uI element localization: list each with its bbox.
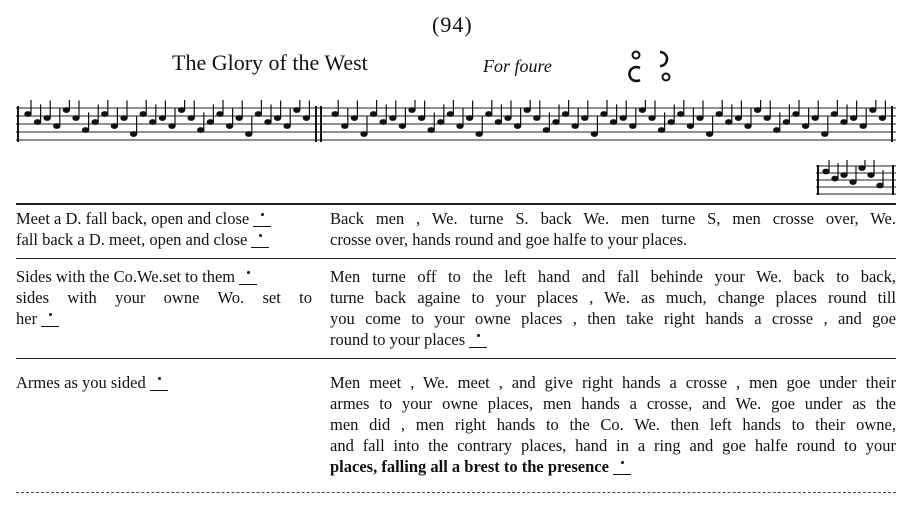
note-head — [793, 112, 799, 117]
note-head — [303, 116, 309, 121]
divider-rule — [16, 203, 896, 205]
instruction-line: Armes as you sided — [16, 373, 146, 392]
note-head — [868, 173, 874, 178]
note-head — [832, 176, 838, 181]
note-head — [859, 166, 865, 171]
note-head — [620, 116, 626, 121]
note-head — [735, 116, 741, 121]
repeat-mark-icon — [469, 334, 487, 348]
section-2-description — [330, 266, 896, 350]
note-head — [754, 108, 760, 113]
description-line: Men turne off to the left hand and fall behinde your We. back to back, — [330, 267, 896, 286]
note-head — [198, 128, 204, 133]
note-head — [850, 180, 856, 185]
repeat-mark-icon — [41, 313, 59, 327]
divider-rule — [16, 358, 896, 359]
note-head — [82, 128, 88, 133]
description-line: you come to your owne places , then take right hands a crosse , and goe — [330, 309, 896, 328]
note-head — [236, 116, 242, 121]
note-head — [706, 132, 712, 137]
description-line: turne back againe to your places , We. as much, change places round till — [330, 288, 896, 307]
description-line: and fall into the contrary places, hand in a ring and goe halfe round to your — [330, 436, 896, 455]
note-head — [697, 116, 703, 121]
note-head — [466, 116, 472, 121]
repeat-mark-icon — [613, 461, 631, 475]
instruction-line: Sides with the Co.We.set to them — [16, 267, 236, 286]
note-head — [774, 128, 780, 133]
note-head — [351, 116, 357, 121]
note-head — [342, 124, 348, 129]
note-head — [783, 120, 789, 125]
note-head — [140, 112, 146, 117]
note-head — [34, 120, 40, 125]
note-head — [678, 112, 684, 117]
note-head — [591, 132, 597, 137]
note-head — [860, 124, 866, 129]
note-head — [294, 108, 300, 113]
note-head — [150, 120, 156, 125]
section-1-description — [330, 208, 896, 250]
description-line: places, falling all a brest to the presence — [330, 457, 609, 476]
note-head — [169, 124, 175, 129]
note-head — [92, 120, 98, 125]
note-head — [877, 183, 883, 188]
music-staff — [16, 100, 896, 150]
music-staff-continuation — [816, 160, 896, 200]
note-head — [486, 112, 492, 117]
description-line: crosse over, hands round and goe halfe to your places. — [330, 230, 688, 249]
note-head — [380, 120, 386, 125]
note-head — [610, 120, 616, 125]
repeat-mark-icon — [150, 377, 168, 391]
note-head — [879, 116, 885, 121]
instruction-line: sides with your owne Wo. set to — [16, 288, 312, 307]
dance-for-text: For foure — [483, 56, 552, 76]
note-head — [668, 120, 674, 125]
note-head — [399, 124, 405, 129]
note-head — [418, 116, 424, 121]
description-line: armes to your owne places, men hands a crosse, and We. goe under as the — [330, 394, 896, 413]
note-head — [658, 128, 664, 133]
note-head — [601, 112, 607, 117]
note-head — [44, 116, 50, 121]
note-head — [476, 132, 482, 137]
note-head — [63, 108, 69, 113]
note-head — [274, 116, 280, 121]
repeat-mark-icon — [253, 213, 271, 227]
note-head — [361, 132, 367, 137]
description-line: round to your places — [330, 330, 466, 349]
note-head — [726, 120, 732, 125]
note-head — [823, 169, 829, 174]
tempo-sign-icon — [624, 48, 680, 86]
note-head — [447, 112, 453, 117]
note-head — [438, 120, 444, 125]
note-head — [188, 116, 194, 121]
note-head — [332, 112, 338, 117]
note-head — [553, 120, 559, 125]
instruction-line: her — [16, 309, 38, 328]
note-head — [841, 120, 847, 125]
note-head — [284, 124, 290, 129]
divider-rule — [16, 492, 896, 493]
note-head — [687, 124, 693, 129]
note-head — [159, 116, 165, 121]
note-head — [639, 108, 645, 113]
note-head — [73, 116, 79, 121]
note-head — [178, 108, 184, 113]
note-head — [409, 108, 415, 113]
note-head — [745, 124, 751, 129]
note-head — [255, 112, 261, 117]
note-head — [370, 112, 376, 117]
note-head — [111, 124, 117, 129]
note-head — [130, 132, 136, 137]
note-head — [562, 112, 568, 117]
note-head — [428, 128, 434, 133]
note-head — [812, 116, 818, 121]
section-2-instruction — [16, 266, 312, 329]
section-3-instruction — [16, 372, 312, 393]
instruction-line: Meet a D. fall back, open and close — [16, 209, 250, 228]
note-head — [102, 112, 108, 117]
note-head — [246, 132, 252, 137]
note-head — [25, 112, 31, 117]
repeat-mark-icon — [251, 234, 269, 248]
note-head — [505, 116, 511, 121]
dance-title: The Glory of the West — [172, 50, 368, 75]
note-head — [265, 120, 271, 125]
note-head — [572, 124, 578, 129]
note-head — [534, 116, 540, 121]
note-head — [390, 116, 396, 121]
note-head — [802, 124, 808, 129]
note-head — [870, 108, 876, 113]
description-line: men did , men right hands to the Co. We. then left hands to their owne, — [330, 415, 896, 434]
note-head — [524, 108, 530, 113]
description-line: Men meet , We. meet , and give right hands a crosse , men goe under their — [330, 373, 896, 392]
note-head — [514, 124, 520, 129]
note-head — [841, 173, 847, 178]
section-1-instruction — [16, 208, 312, 250]
note-head — [649, 116, 655, 121]
note-head — [831, 112, 837, 117]
note-head — [54, 124, 60, 129]
note-head — [121, 116, 127, 121]
description-line: Back men , We. turne S. back We. men turne S, men crosse over, We. — [330, 209, 896, 228]
note-head — [495, 120, 501, 125]
note-head — [822, 132, 828, 137]
repeat-mark-icon — [239, 271, 257, 285]
note-head — [226, 124, 232, 129]
note-head — [207, 120, 213, 125]
note-head — [582, 116, 588, 121]
note-head — [217, 112, 223, 117]
note-head — [457, 124, 463, 129]
section-3-description — [330, 372, 896, 477]
note-head — [630, 124, 636, 129]
instruction-line: fall back a D. meet, open and close — [16, 230, 248, 249]
note-head — [850, 116, 856, 121]
note-head — [764, 116, 770, 121]
divider-rule — [16, 258, 896, 259]
note-head — [716, 112, 722, 117]
page-number: (94) — [432, 12, 473, 37]
note-head — [543, 128, 549, 133]
